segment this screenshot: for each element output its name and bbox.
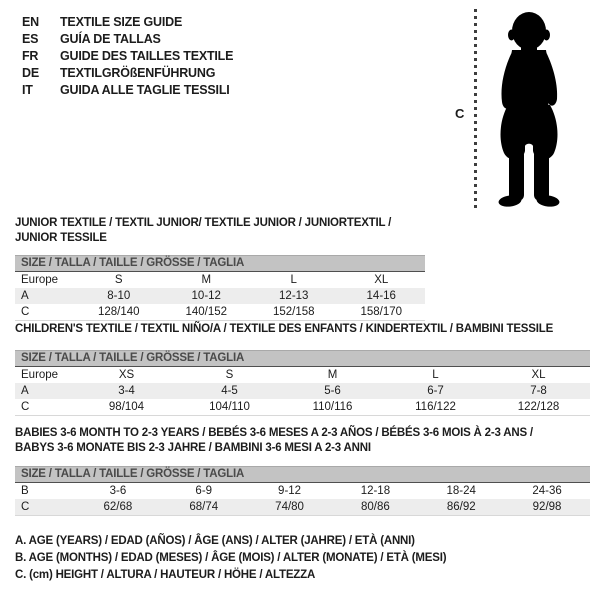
height-measure-label: C — [455, 106, 465, 121]
table-cell: 140/152 — [185, 306, 228, 318]
language-code: ES — [22, 32, 39, 46]
table-row — [15, 399, 590, 415]
height-dotted-line — [474, 9, 477, 209]
row-label: A — [21, 385, 29, 397]
row-label: A — [21, 290, 29, 302]
language-code: EN — [22, 15, 39, 29]
table-cell: S — [225, 369, 234, 381]
row-label: C — [21, 306, 30, 318]
table-cell: 122/128 — [517, 401, 560, 413]
table-cell: M — [327, 369, 338, 381]
table-cell: L — [432, 369, 439, 381]
row-label: C — [21, 401, 30, 413]
table-cell: 12-18 — [360, 485, 391, 497]
table-cell: 62/68 — [103, 501, 133, 513]
table-cell: 18-24 — [446, 485, 476, 497]
language-title: GUIDE DES TAILLES TEXTILE — [60, 49, 234, 63]
section-heading: BABIES 3-6 MONTH TO 2-3 YEARS / BEBÉS 3-6 MESES A 2-3 AÑOS / BÉBÉS 3-6 MOIS À 2-3 ANS / — [15, 427, 533, 439]
language-title: GUIDA ALLE TAGLIE TESSILI — [60, 83, 230, 97]
language-row — [22, 14, 233, 31]
size-header-bar: SIZE / TALLA / TAILLE / GRÖSSE / TAGLIA — [15, 255, 425, 272]
language-title: TEXTILE SIZE GUIDE — [60, 15, 183, 29]
row-label: Europe — [21, 274, 59, 286]
table-cell: 10-12 — [191, 290, 221, 302]
table-cell: 6-7 — [427, 385, 444, 397]
table-cell: 7-8 — [530, 385, 547, 397]
note-line: C. (cm) HEIGHT / ALTURA / HAUTEUR / HÖHE / ALTEZZA — [15, 569, 316, 581]
table-cell: 6-9 — [195, 485, 213, 497]
table-cell: 3-6 — [109, 485, 127, 497]
table-cell: 104/110 — [209, 401, 250, 413]
row-label: Europe — [21, 369, 59, 381]
table-cell: 24-36 — [532, 485, 562, 497]
table-cell: 3-4 — [118, 385, 135, 397]
size-header-bar: SIZE / TALLA / TAILLE / GRÖSSE / TAGLIA — [15, 350, 590, 367]
table-cell: 4-5 — [221, 385, 238, 397]
language-list — [22, 14, 233, 99]
row-label: B — [21, 485, 29, 497]
language-row — [22, 82, 233, 99]
row-label: C — [21, 501, 30, 513]
language-row — [22, 65, 233, 82]
table-cell: 14-16 — [366, 290, 396, 302]
baby-silhouette-icon — [483, 8, 575, 210]
language-title: TEXTILGRÖßENFÜHRUNG — [60, 66, 216, 80]
table-cell: XS — [118, 369, 135, 381]
table-cell: 86/92 — [446, 501, 476, 513]
table-row — [15, 367, 590, 383]
size-header-bar: SIZE / TALLA / TAILLE / GRÖSSE / TAGLIA — [15, 466, 590, 483]
table-cell: 9-12 — [278, 485, 302, 497]
language-code: IT — [22, 83, 33, 97]
table-cell: 68/74 — [189, 501, 219, 513]
language-code: FR — [22, 49, 39, 63]
size-table — [15, 367, 590, 416]
table-cell: 116/122 — [415, 401, 456, 413]
table-cell: 80/86 — [361, 501, 390, 513]
table-cell: 152/158 — [272, 306, 315, 318]
language-row — [22, 48, 233, 65]
table-cell: S — [114, 274, 123, 286]
language-row — [22, 31, 233, 48]
table-row — [15, 304, 425, 320]
table-row — [15, 383, 590, 399]
section-heading: BABYS 3-6 MONATE BIS 2-3 JAHRE / BAMBINI 3-6 MESI A 2-3 ANNI — [15, 442, 371, 454]
section-junior-textile — [15, 216, 425, 321]
table-cell: 158/170 — [360, 306, 403, 318]
table-cell: 12-13 — [279, 290, 309, 302]
language-code: DE — [22, 66, 39, 80]
table-cell: 8-10 — [107, 290, 131, 302]
section-childrens-textile — [15, 322, 590, 416]
table-cell: M — [201, 274, 212, 286]
table-row — [15, 288, 425, 304]
table-cell: L — [290, 274, 297, 286]
measure-notes — [15, 533, 446, 584]
table-cell: XL — [374, 274, 389, 286]
table-cell: 92/98 — [532, 501, 562, 513]
note-line: A. AGE (YEARS) / EDAD (AÑOS) / ÂGE (ANS) / ALTER (JAHRE) / ETÀ (ANNI) — [15, 535, 415, 547]
language-title: GUÍA DE TALLAS — [60, 32, 161, 46]
table-row — [15, 483, 590, 499]
table-cell: 98/104 — [108, 401, 145, 413]
table-cell: 110/116 — [312, 401, 353, 413]
table-cell: 128/140 — [97, 306, 140, 318]
section-heading: JUNIOR TEXTILE / TEXTIL JUNIOR/ TEXTILE JUNIOR / JUNIORTEXTIL / JUNIOR TESSILE — [15, 217, 392, 244]
table-cell: 74/80 — [275, 501, 304, 513]
size-table — [15, 483, 590, 516]
table-row — [15, 499, 590, 515]
section-babies-textile — [15, 426, 590, 516]
size-table — [15, 272, 425, 321]
note-line: B. AGE (MONTHS) / EDAD (MESES) / ÂGE (MOIS) / ALTER (MONATE) / ETÀ (MESI) — [15, 552, 447, 564]
table-cell: 5-6 — [324, 385, 341, 397]
section-heading: CHILDREN'S TEXTILE / TEXTIL NIÑO/A / TEXTILE DES ENFANTS / KINDERTEXTIL / BAMBINI TESSILE — [15, 323, 554, 335]
table-cell: XL — [531, 369, 546, 381]
table-row — [15, 272, 425, 288]
